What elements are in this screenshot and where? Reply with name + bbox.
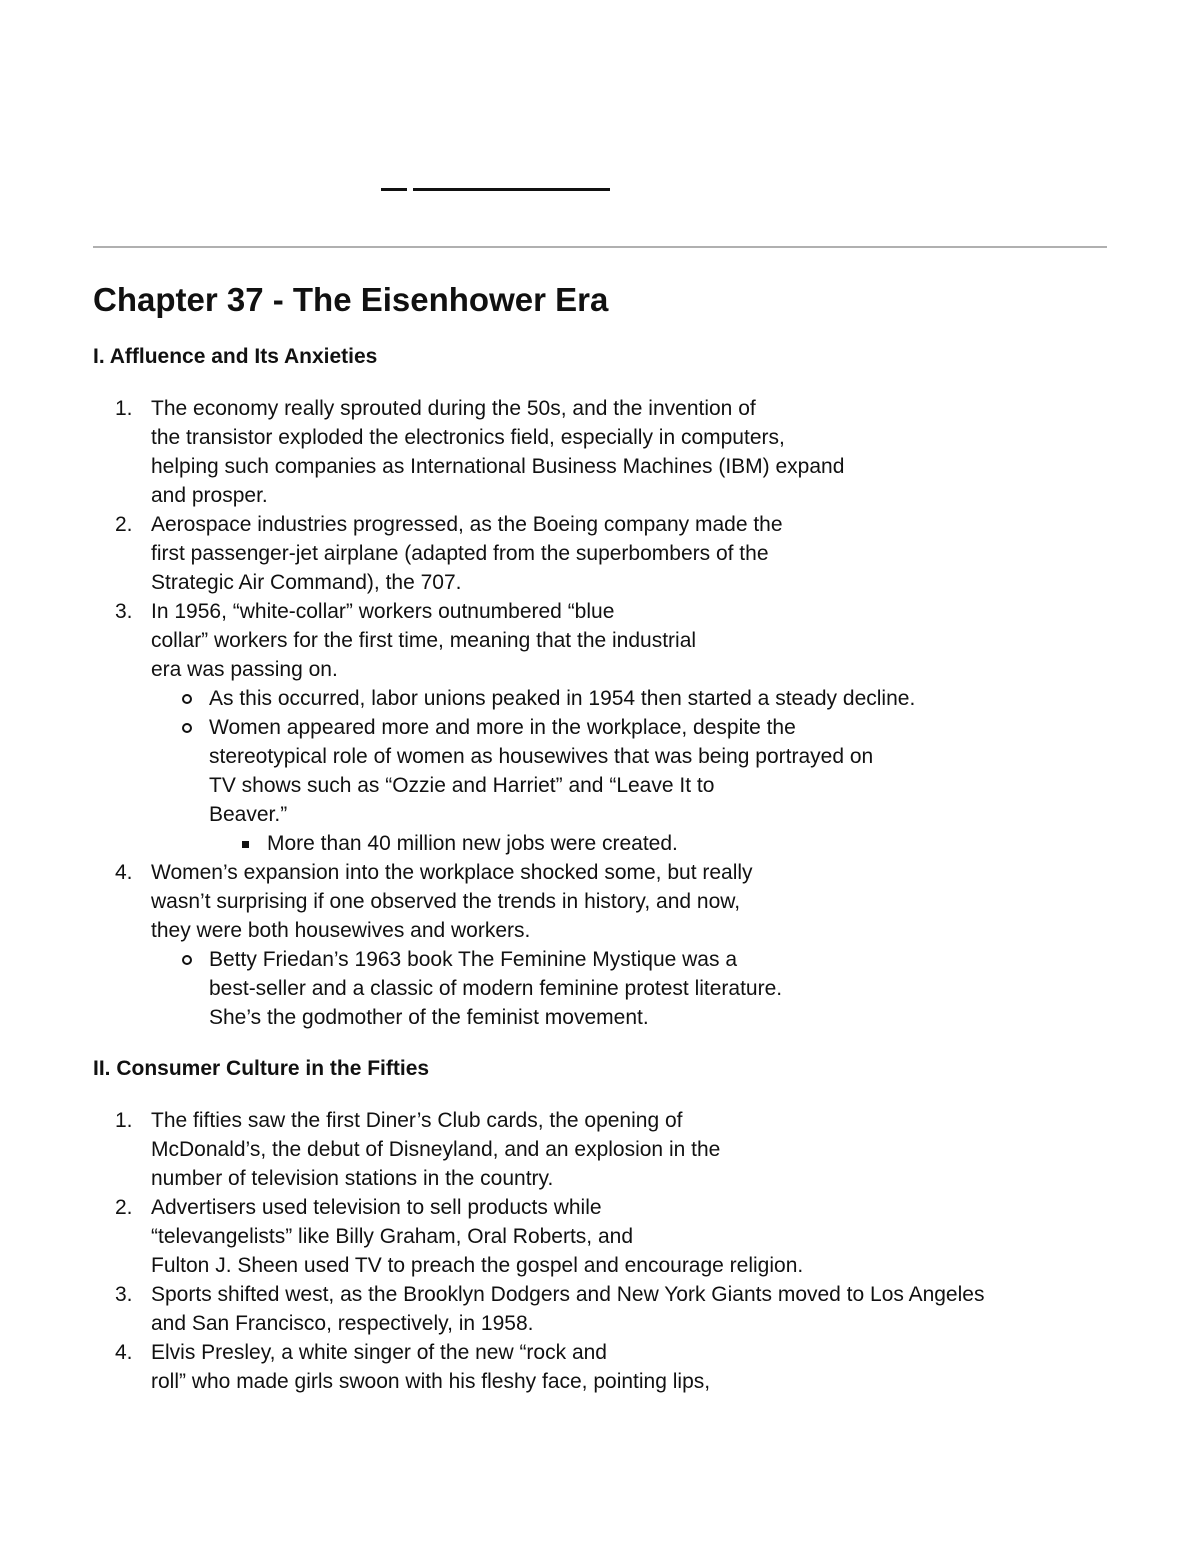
bullet-item (151, 684, 1107, 713)
text-line: Women’s expansion into the workplace shocked some, but really (151, 861, 753, 884)
text-line: Advertisers used television to sell products while (151, 1196, 602, 1219)
list-number: 4. (115, 861, 133, 884)
list-number: 1. (115, 1109, 133, 1132)
list-number: 2. (115, 1196, 133, 1219)
name-blank-line (413, 188, 610, 191)
text-line: Beaver.” (209, 803, 288, 826)
list-number: 3. (115, 600, 133, 623)
text-line: era was passing on. (151, 658, 338, 681)
list-number: 4. (115, 1341, 133, 1364)
text-line: “televangelists” like Billy Graham, Oral Roberts, and (151, 1225, 634, 1248)
circle-bullet-icon (182, 955, 192, 965)
text-line: Sports shifted west, as the Brooklyn Dodgers and New York Giants moved to Los Angeles (151, 1283, 985, 1306)
text-line: number of television stations in the country. (151, 1167, 554, 1190)
list-item (93, 394, 1107, 510)
section-affluence (93, 343, 1107, 1032)
text-line: Fulton J. Sheen used TV to preach the gospel and encourage religion. (151, 1254, 804, 1277)
bullet-item (151, 713, 1107, 858)
text-line: More than 40 million new jobs were created. (267, 832, 678, 855)
text-line: McDonald’s, the debut of Disneyland, and an explosion in the (151, 1138, 721, 1161)
section-heading: I. Affluence and Its Anxieties (93, 345, 378, 368)
text-line: The economy really sprouted during the 50s, and the invention of (151, 397, 756, 420)
text-line: Aerospace industries progressed, as the Boeing company made the (151, 513, 783, 536)
text-line: they were both housewives and workers. (151, 919, 531, 942)
list-item (93, 858, 1107, 1032)
sub-bullet-item (209, 829, 1107, 858)
text-line: The fifties saw the first Diner’s Club cards, the opening of (151, 1109, 683, 1132)
text-line: stereotypical role of women as housewives that was being portrayed on (209, 745, 874, 768)
text-line: She’s the godmother of the feminist movement. (209, 1006, 649, 1029)
text-line: Women appeared more and more in the workplace, despite the (209, 716, 796, 739)
numbered-list (93, 394, 1107, 1032)
text-line: and San Francisco, respectively, in 1958. (151, 1312, 534, 1335)
text-line: the transistor exploded the electronics field, especially in computers, (151, 426, 785, 449)
circle-bullet-icon (182, 723, 192, 733)
text-line: Betty Friedan’s 1963 book The Feminine Mystique was a (209, 948, 738, 971)
circle-bullet-icon (182, 694, 192, 704)
bullet-list (151, 684, 1107, 858)
list-item (93, 510, 1107, 597)
list-item (93, 1193, 1107, 1280)
section-consumer-culture (93, 1055, 1107, 1396)
bullet-item (151, 945, 1107, 1032)
document-body (93, 278, 1107, 1396)
text-line: best-seller and a classic of modern feminine protest literature. (209, 977, 783, 1000)
text-line: and prosper. (151, 484, 268, 507)
list-item (93, 597, 1107, 858)
name-blank-dash (381, 188, 407, 191)
text-line: collar” workers for the first time, meaning that the industrial (151, 629, 697, 652)
text-line: Elvis Presley, a white singer of the new “rock and (151, 1341, 607, 1364)
text-line: TV shows such as “Ozzie and Harriet” and “Leave It to (209, 774, 715, 797)
text-line: wasn’t surprising if one observed the trends in history, and now, (151, 890, 741, 913)
list-number: 2. (115, 513, 133, 536)
section-heading: II. Consumer Culture in the Fifties (93, 1057, 430, 1080)
bullet-list (151, 945, 1107, 1032)
text-line: Strategic Air Command), the 707. (151, 571, 462, 594)
text-line: As this occurred, labor unions peaked in 1954 then started a steady decline. (209, 687, 916, 710)
list-number: 1. (115, 397, 133, 420)
list-number: 3. (115, 1283, 133, 1306)
text-line: helping such companies as International Business Machines (IBM) expand (151, 455, 845, 478)
list-item (93, 1338, 1107, 1396)
list-item (93, 1280, 1107, 1338)
list-item (93, 1106, 1107, 1193)
text-line: roll” who made girls swoon with his fleshy face, pointing lips, (151, 1370, 711, 1393)
sub-bullet-list (209, 829, 1107, 858)
numbered-list (93, 1106, 1107, 1396)
text-line: first passenger-jet airplane (adapted from the superbombers of the (151, 542, 769, 565)
page-title: Chapter 37 - The Eisenhower Era (93, 281, 609, 318)
header-divider (93, 246, 1107, 248)
square-bullet-icon (242, 841, 249, 848)
text-line: In 1956, “white-collar” workers outnumbered “blue (151, 600, 615, 623)
